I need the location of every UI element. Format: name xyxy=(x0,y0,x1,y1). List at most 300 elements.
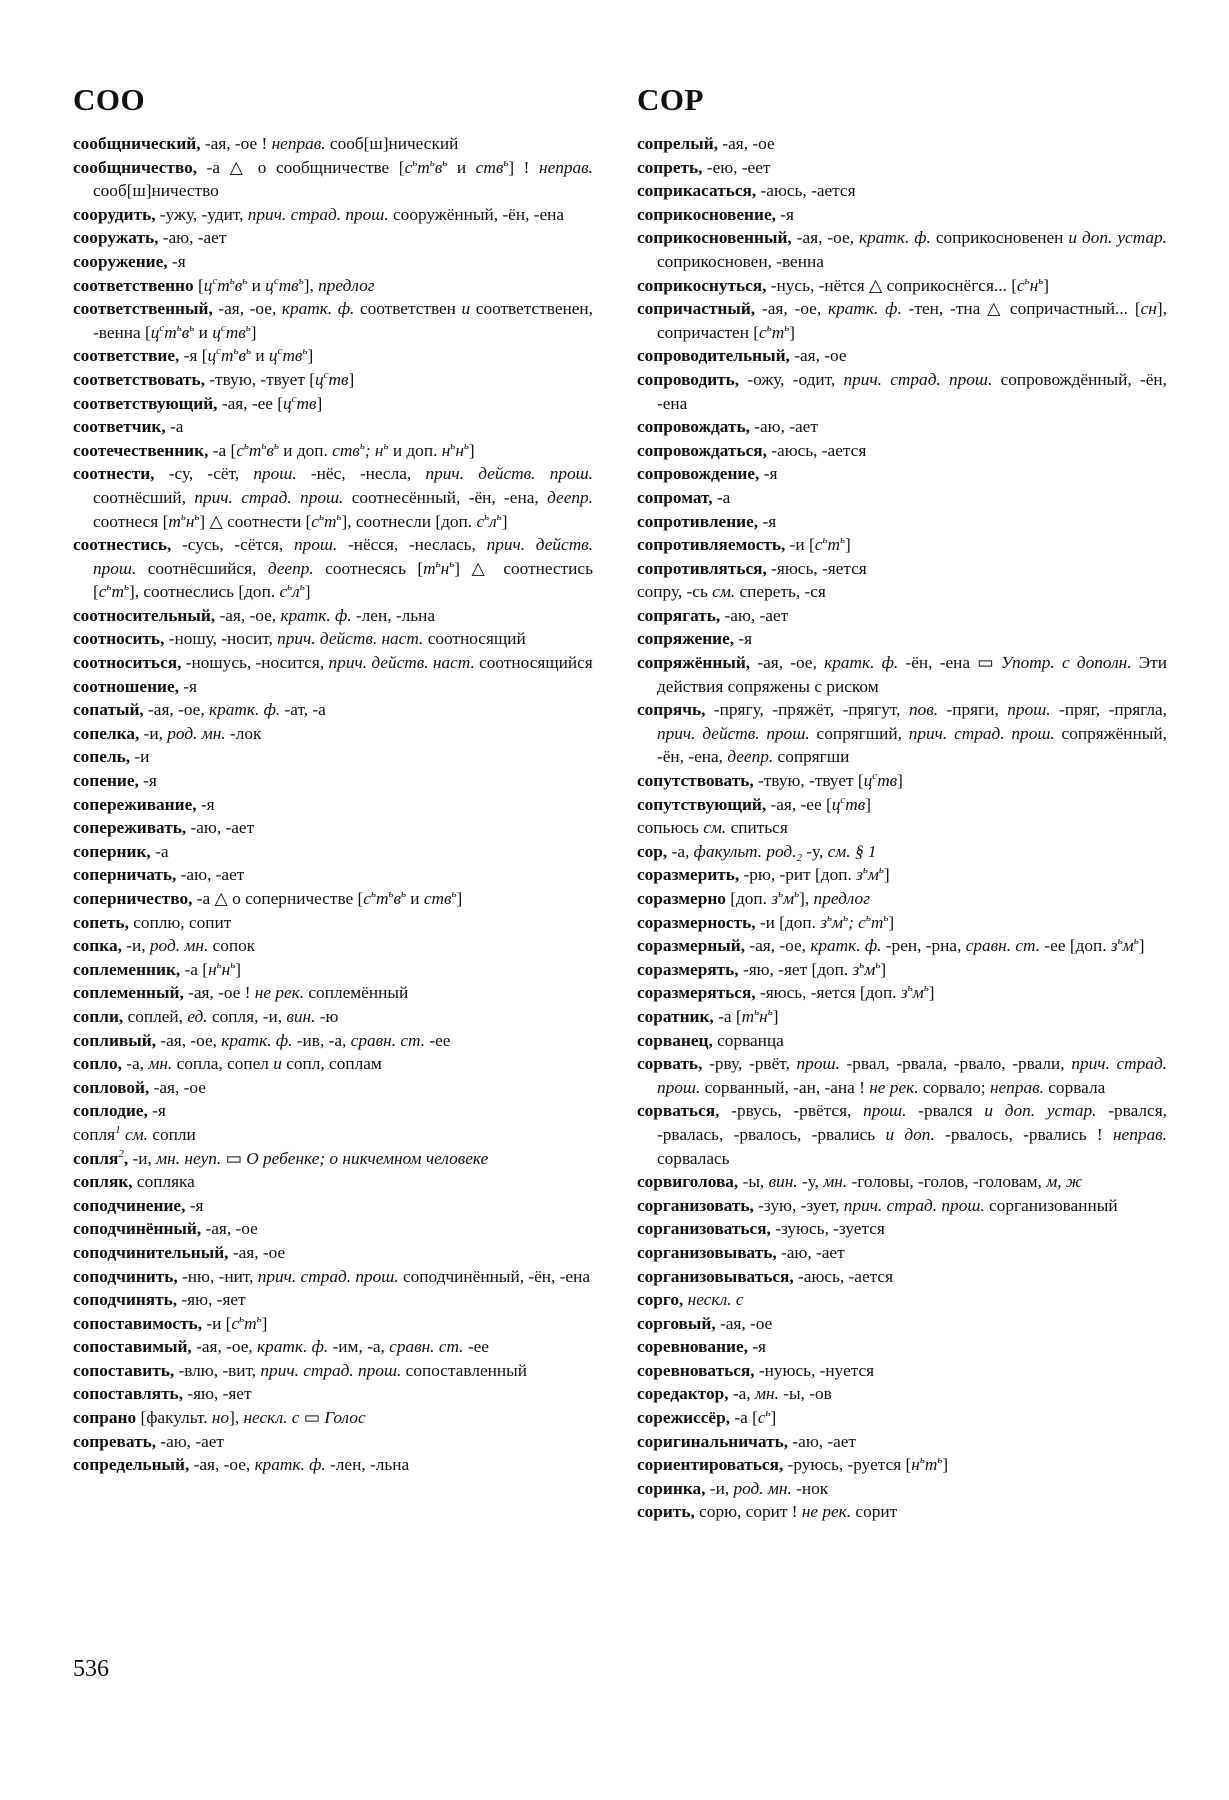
entry-text: и доп. xyxy=(388,440,442,460)
index-mark: ь xyxy=(765,1407,771,1420)
index-mark: ь xyxy=(256,1312,262,1325)
dictionary-entry xyxy=(73,1147,593,1171)
entry-text: Эти действия сопряжены с риском xyxy=(657,653,1167,696)
entry-text: -рвалось, -рвались ! xyxy=(934,1124,1113,1144)
entry-text: -ы, -ов xyxy=(778,1384,832,1404)
entry-text: -ая, -ое, xyxy=(745,936,811,956)
grammar-label: кратк. ф. xyxy=(209,700,281,720)
headword: соразмеряться, xyxy=(637,983,756,1003)
dictionary-entry xyxy=(637,1500,1167,1524)
index-mark: ь xyxy=(766,321,772,334)
grammar-label: ств xyxy=(332,440,360,460)
entry-text: и доп. xyxy=(278,440,333,460)
grammar-label: прич. действ. наст. xyxy=(328,653,475,673)
dictionary-entry xyxy=(637,1029,1167,1053)
index-mark: ь xyxy=(450,439,456,452)
dictionary-entry xyxy=(637,911,1167,935)
headword: соплеменник, xyxy=(73,959,181,979)
dictionary-entry xyxy=(73,1382,593,1406)
entry-text: -яю, -яет xyxy=(177,1290,246,1310)
headword: сообщничество, xyxy=(73,157,198,177)
entry-text: -и [ xyxy=(785,535,815,555)
index-mark: ь xyxy=(318,510,324,523)
grammar-label: прош. xyxy=(253,464,297,484)
dictionary-entry xyxy=(637,510,1167,534)
entry-text: -лен, -льна xyxy=(351,605,436,625)
grammar-label: т xyxy=(870,912,884,932)
headword: сорежиссёр, xyxy=(637,1408,731,1428)
dictionary-entry xyxy=(637,533,1167,557)
entry-text: -ужу, -удит, xyxy=(155,204,248,224)
grammar-label: м xyxy=(832,912,844,932)
entry-text: ] xyxy=(770,1408,777,1428)
entry-text: -и xyxy=(130,747,150,767)
grammar-label: мн. xyxy=(823,1172,848,1192)
dictionary-entry xyxy=(637,1170,1167,1194)
grammar-label: см. xyxy=(124,1124,148,1144)
entry-text: -яюсь, -яется [доп. xyxy=(755,983,901,1003)
entry-text: ] xyxy=(928,983,935,1003)
headword: соредактор, xyxy=(637,1384,729,1404)
entry-text: спереть, -ся xyxy=(735,582,826,602)
entry-text: соподчинённый, -ён, -ена xyxy=(398,1266,590,1286)
index-mark: ь xyxy=(106,581,112,594)
index-mark: ь xyxy=(233,345,239,358)
grammar-label: вин. xyxy=(286,1006,316,1026)
dictionary-entry xyxy=(73,651,593,675)
headword: сопеть, xyxy=(73,912,129,932)
headword: сопереживать, xyxy=(73,818,187,838)
entry-text: соотнеся [ xyxy=(93,511,169,531)
dictionary-entry xyxy=(637,156,1167,180)
grammar-label: м xyxy=(1122,936,1134,956)
grammar-label: с xyxy=(814,535,823,555)
grammar-label: з xyxy=(771,889,779,908)
index-mark: ь xyxy=(883,911,889,924)
entry-text: и xyxy=(405,889,424,908)
grammar-label: с xyxy=(757,1408,766,1428)
headword: сопрано xyxy=(73,1408,137,1428)
headword: сопло, xyxy=(73,1054,122,1074)
dictionary-entry xyxy=(73,462,593,533)
headword: соподчинить, xyxy=(73,1266,178,1286)
dictionary-entry xyxy=(637,698,1167,769)
entry-text: ] xyxy=(456,889,463,908)
entry-text: сопл, соплам xyxy=(281,1054,382,1074)
entry-text: -и [доп. xyxy=(755,912,821,932)
grammar-label: нескл. с xyxy=(243,1408,300,1428)
grammar-label: ц xyxy=(150,322,160,342)
headword: соотноситься, xyxy=(73,653,182,673)
grammar-label: прош. xyxy=(1007,700,1051,720)
entry-text: -ая, -ое xyxy=(789,346,847,366)
headword: сорвать, xyxy=(637,1054,703,1074)
entry-text: -ая, -ее [ xyxy=(766,794,832,814)
grammar-label: ц xyxy=(863,771,873,791)
dictionary-entry xyxy=(637,1430,1167,1454)
entry-text: ] xyxy=(789,322,795,342)
index-mark: ь xyxy=(299,581,305,594)
headword: соприкосновение, xyxy=(637,204,776,224)
grammar-label: и xyxy=(461,299,471,319)
entry-text: -яю, -яет xyxy=(183,1384,252,1404)
entry-text: -ая, -ое xyxy=(715,1313,773,1333)
grammar-label: кратк. ф. xyxy=(280,605,352,625)
entry-text: ] xyxy=(468,440,475,460)
headword: сопли, xyxy=(73,1006,124,1026)
grammar-label: н xyxy=(221,959,231,979)
headword: соответственный, xyxy=(73,299,213,319)
entry-text: сопля xyxy=(73,1124,116,1144)
dictionary-entry xyxy=(73,1123,593,1147)
grammar-label: прич. страд. прош. xyxy=(843,369,993,389)
entry-text: сорвалась xyxy=(657,1148,730,1168)
dictionary-entry xyxy=(637,1359,1167,1383)
headword: сопелка, xyxy=(73,723,140,743)
entry-text: -я xyxy=(734,629,753,649)
entry-text: -рвал, -рвала, -рвало, -рвали, xyxy=(839,1054,1072,1074)
headword: соперник, xyxy=(73,841,151,861)
entry-text: -ы, xyxy=(738,1172,769,1192)
headword: сорваться, xyxy=(637,1101,720,1121)
entry-text: -а, xyxy=(121,1054,149,1074)
headword: соразмерять, xyxy=(637,959,739,979)
entry-text: -ая, -ое, xyxy=(215,605,281,625)
entry-text: -су, -сёт, xyxy=(154,464,254,484)
entry-text: -ая, -ое xyxy=(149,1077,206,1097)
entry-text: -ношу, -носит, xyxy=(164,629,278,649)
dictionary-entry xyxy=(637,627,1167,651)
entry-text: соотносящий xyxy=(423,629,526,649)
dictionary-entry xyxy=(73,769,593,793)
index-mark: ь xyxy=(388,888,394,900)
entry-text: сопля, -и, xyxy=(207,1006,287,1026)
dictionary-entry xyxy=(637,1453,1167,1477)
index-mark: ь xyxy=(400,888,406,900)
entry-text: сопла, сопел xyxy=(172,1054,274,1074)
entry-text: -ее xyxy=(425,1030,451,1050)
entry-text: ], xyxy=(799,889,814,908)
headword: сопротивление, xyxy=(637,511,759,531)
entry-text: сопоставленный xyxy=(401,1360,527,1380)
grammar-label: не рек. xyxy=(801,1502,852,1522)
entry-text: и xyxy=(447,157,476,177)
dictionary-entry xyxy=(73,1099,593,1123)
dictionary-entry xyxy=(73,274,593,298)
grammar-label: кратк. ф. xyxy=(810,936,882,956)
headword: сопрячь, xyxy=(637,700,706,720)
index-mark: ь xyxy=(827,911,833,924)
entry-text: ] xyxy=(304,582,311,602)
headword: соподчинительный, xyxy=(73,1242,229,1262)
entry-text: -зую, -зует, xyxy=(753,1195,844,1215)
headword: соразмерный, xyxy=(637,936,746,956)
entry-list-left xyxy=(73,132,593,1477)
dictionary-entry xyxy=(73,344,593,368)
entry-text: сопру, -сь xyxy=(637,582,713,602)
headword: сопатый, xyxy=(73,700,144,720)
entry-text: -ношусь, -носится, xyxy=(181,653,329,673)
grammar-label: з xyxy=(852,959,860,979)
entry-text: ▭ xyxy=(299,1408,325,1428)
grammar-label: т xyxy=(164,322,177,342)
entry-text: -яю, -яет [доп. xyxy=(738,959,853,979)
dictionary-entry xyxy=(73,1288,593,1312)
grammar-label: вин. xyxy=(768,1172,798,1192)
index-mark: ь xyxy=(194,510,200,523)
entry-text: -ая, -ое, xyxy=(212,299,282,319)
index-mark: ь xyxy=(273,439,279,452)
headword: соразмерно xyxy=(637,889,726,908)
entry-text: сорвала xyxy=(1043,1077,1106,1097)
grammar-label: н xyxy=(455,440,464,460)
dictionary-entry xyxy=(73,1453,593,1477)
entry-text: -ая, -ое xyxy=(718,134,775,153)
entry-text: -а xyxy=(712,487,731,507)
grammar-label: л xyxy=(292,582,300,602)
dictionary-entry xyxy=(73,415,593,439)
entry-text: -ая, -ое, xyxy=(791,228,860,248)
headword: соорудить, xyxy=(73,204,156,224)
entry-text: -я xyxy=(147,1101,166,1121)
entry-text: -я xyxy=(185,1195,204,1215)
grammar-label: мн. xyxy=(754,1384,779,1404)
dictionary-entry xyxy=(73,439,593,463)
dictionary-entry xyxy=(73,627,593,651)
headword: соприкоснуться, xyxy=(637,275,767,295)
entry-text: -а, xyxy=(728,1384,755,1404)
headword: сориентироваться, xyxy=(637,1455,784,1475)
headword: сопка, xyxy=(73,936,122,956)
dictionary-entry xyxy=(637,1265,1167,1289)
grammar-label: сн xyxy=(1140,299,1157,319)
dictionary-entry xyxy=(637,1406,1167,1430)
dictionary-entry xyxy=(637,297,1167,344)
index-mark: ь xyxy=(298,274,304,287)
dictionary-entry xyxy=(637,580,1167,604)
grammar-label: кратк. ф. xyxy=(257,1337,329,1357)
dictionary-entry xyxy=(73,1312,593,1336)
entry-text: -ю xyxy=(315,1006,339,1026)
grammar-label: с xyxy=(236,440,244,460)
index-mark: 2 xyxy=(118,1147,124,1160)
entry-text: сопряжённый, -ён, -ена, xyxy=(657,723,1167,767)
grammar-label: т xyxy=(111,582,124,602)
entry-text: -аюсь, -ается xyxy=(793,1266,894,1286)
dictionary-entry xyxy=(637,769,1167,793)
index-mark: с xyxy=(216,345,221,358)
index-mark: с xyxy=(159,321,165,334)
dictionary-entry xyxy=(73,1076,593,1100)
index-mark: ь xyxy=(336,510,342,523)
entry-text: -рю, -рит [доп. xyxy=(739,865,857,885)
grammar-label: ед. xyxy=(187,1006,208,1026)
index-mark: ь xyxy=(180,510,186,523)
headword: сопутствовать, xyxy=(637,771,754,791)
headword: сопряжённый, xyxy=(637,653,751,673)
entry-text: -аю, -ает xyxy=(176,865,245,885)
dictionary-entry xyxy=(637,604,1167,628)
headword: сопловой, xyxy=(73,1077,150,1097)
entry-text: -рвался, -рвалась, -рвалось, -рвались xyxy=(657,1101,1167,1144)
dictionary-entry xyxy=(637,934,1167,958)
grammar-label: т xyxy=(217,275,230,295)
dictionary-entry xyxy=(637,274,1167,298)
grammar-label: з xyxy=(820,912,828,932)
grammar-label: ц xyxy=(207,346,217,366)
entry-text: соприкосновенен xyxy=(930,228,1069,248)
grammar-label: прош. xyxy=(293,535,338,555)
index-mark: ь xyxy=(843,911,849,924)
headword: сопутствующий, xyxy=(637,794,767,814)
grammar-label: неправ. xyxy=(539,157,593,177)
grammar-label: тв xyxy=(877,771,898,791)
entry-text: -ая, -ое ! xyxy=(200,134,272,153)
grammar-label: з xyxy=(900,983,908,1003)
entry-text: -рвался xyxy=(906,1101,985,1121)
headword: соподчинять, xyxy=(73,1290,178,1310)
grammar-label: прич. страд. прош. xyxy=(194,487,344,507)
entry-text: -твую, -твует [ xyxy=(753,771,864,791)
dictionary-entry xyxy=(637,132,1167,156)
entry-text: -ая, -ее [ xyxy=(217,393,284,413)
grammar-label: и xyxy=(273,1054,282,1074)
entry-text: -ая, -ое, xyxy=(143,700,209,720)
entry-text: -ая, -ое, xyxy=(191,1337,258,1357)
index-mark: ь xyxy=(1024,274,1030,287)
dictionary-entry xyxy=(73,793,593,817)
entry-text: -ив, -а, xyxy=(292,1030,351,1050)
index-mark: ь xyxy=(229,274,235,287)
index-mark: ь xyxy=(822,534,828,547)
grammar-label: з xyxy=(856,865,863,885)
dictionary-entry xyxy=(73,981,593,1005)
grammar-label: см. § 1 xyxy=(827,841,877,861)
grammar-label: прич. страд. прош. xyxy=(247,204,389,224)
entry-text: -а [ xyxy=(730,1408,758,1428)
headword: сопровождаться, xyxy=(637,440,767,460)
entry-text: сорганизованный xyxy=(984,1195,1118,1215)
dictionary-entry xyxy=(73,840,593,864)
entry-text: -и, xyxy=(121,936,150,956)
entry-text: сопьюсь xyxy=(637,818,704,838)
entry-text: -я xyxy=(758,511,777,531)
grammar-label: т xyxy=(417,157,430,177)
entry-text: сопрягши xyxy=(773,747,850,767)
entry-text: -а [ xyxy=(180,959,209,979)
left-column xyxy=(73,80,593,1477)
index-mark: ь xyxy=(503,156,509,169)
dictionary-entry xyxy=(637,486,1167,510)
grammar-label: не рек. xyxy=(869,1077,919,1097)
grammar-label: т xyxy=(323,511,337,531)
index-mark: ь xyxy=(230,958,236,971)
entry-text: ] xyxy=(1138,936,1145,956)
entry-text: -аю, -ает xyxy=(720,605,789,625)
index-mark: с xyxy=(220,321,226,334)
entry-text: -и, xyxy=(139,723,168,743)
index-mark: ь xyxy=(463,439,469,452)
headword: соотнести, xyxy=(73,464,155,484)
dictionary-entry xyxy=(637,226,1167,273)
headword: сопричастный, xyxy=(637,299,756,319)
entry-text: -а △ о соперничестве [ xyxy=(192,889,364,908)
entry-text: -им, -а, xyxy=(328,1337,390,1357)
entry-text: спиться xyxy=(726,818,788,838)
entry-text: -аю, -ает xyxy=(158,228,227,248)
headword: сопрелый, xyxy=(637,134,719,153)
entry-text: -и [ xyxy=(202,1313,232,1333)
headword: соразмерность, xyxy=(637,912,756,932)
grammar-label: т xyxy=(423,558,436,578)
index-mark: ь xyxy=(937,1454,943,1467)
index-mark: ь xyxy=(496,510,502,523)
dictionary-entry xyxy=(73,1359,593,1383)
index-mark: ь xyxy=(123,581,129,594)
grammar-label: тв xyxy=(296,393,317,413)
dictionary-entry xyxy=(73,911,593,935)
index-mark: ь xyxy=(189,321,195,334)
entry-text: -ая, -ое, xyxy=(156,1030,222,1050)
entry-text: ] xyxy=(942,1455,949,1475)
headword: сорганизовывать, xyxy=(637,1242,777,1262)
dictionary-entry xyxy=(637,793,1167,817)
grammar-label: кратк. ф. xyxy=(281,299,355,319)
grammar-label: предлог xyxy=(813,889,870,908)
index-mark: ь xyxy=(859,958,865,971)
dictionary-entry xyxy=(73,297,593,344)
headword: соригинальничать, xyxy=(637,1431,789,1451)
entry-text: и xyxy=(251,346,269,366)
index-mark: ь xyxy=(923,982,929,995)
grammar-label: сравн. ст. xyxy=(965,936,1041,956)
dictionary-entry xyxy=(73,156,593,203)
dictionary-entry xyxy=(637,1288,1167,1312)
grammar-label: м xyxy=(867,865,879,885)
dictionary-entry xyxy=(73,1430,593,1454)
entry-text: ] xyxy=(348,369,355,389)
entry-text: соплей, xyxy=(123,1006,188,1026)
entry-text: -нусь, -нётся △ соприкоснёгся... [ xyxy=(766,275,1017,295)
entry-text: -ён, -ена ▭ xyxy=(898,653,1001,673)
grammar-label: ств xyxy=(423,889,452,908)
grammar-label: с xyxy=(279,582,288,602)
entry-text: соотнесённый, -ён, -ена, xyxy=(343,487,548,507)
headword: соперничество, xyxy=(73,889,193,908)
entry-text: -аю, -ает xyxy=(776,1242,845,1262)
grammar-label: Употр. с дополн. xyxy=(1000,653,1132,673)
running-head-left: СОО xyxy=(73,82,146,117)
grammar-label: в xyxy=(266,440,274,460)
entry-text: -я xyxy=(759,464,778,484)
grammar-label: сравн. ст. xyxy=(389,1337,464,1357)
grammar-label: т xyxy=(827,535,840,555)
entry-text: сопляка xyxy=(132,1172,195,1192)
grammar-label: факульт. род. xyxy=(693,841,797,861)
headword: соответчик, xyxy=(73,417,166,437)
entry-text: -аюсь, -ается xyxy=(756,181,856,201)
grammar-label: тв xyxy=(282,346,303,366)
dictionary-entry xyxy=(73,745,593,769)
index-mark: ь xyxy=(359,439,365,452)
entry-text: -у, xyxy=(801,841,828,861)
dictionary-entry xyxy=(73,250,593,274)
grammar-label: прош. xyxy=(796,1054,840,1074)
headword: сопение, xyxy=(73,771,139,791)
entry-text: ] xyxy=(883,865,890,885)
entry-text: -ая, -ое, xyxy=(755,299,829,319)
grammar-label: с xyxy=(404,157,413,177)
